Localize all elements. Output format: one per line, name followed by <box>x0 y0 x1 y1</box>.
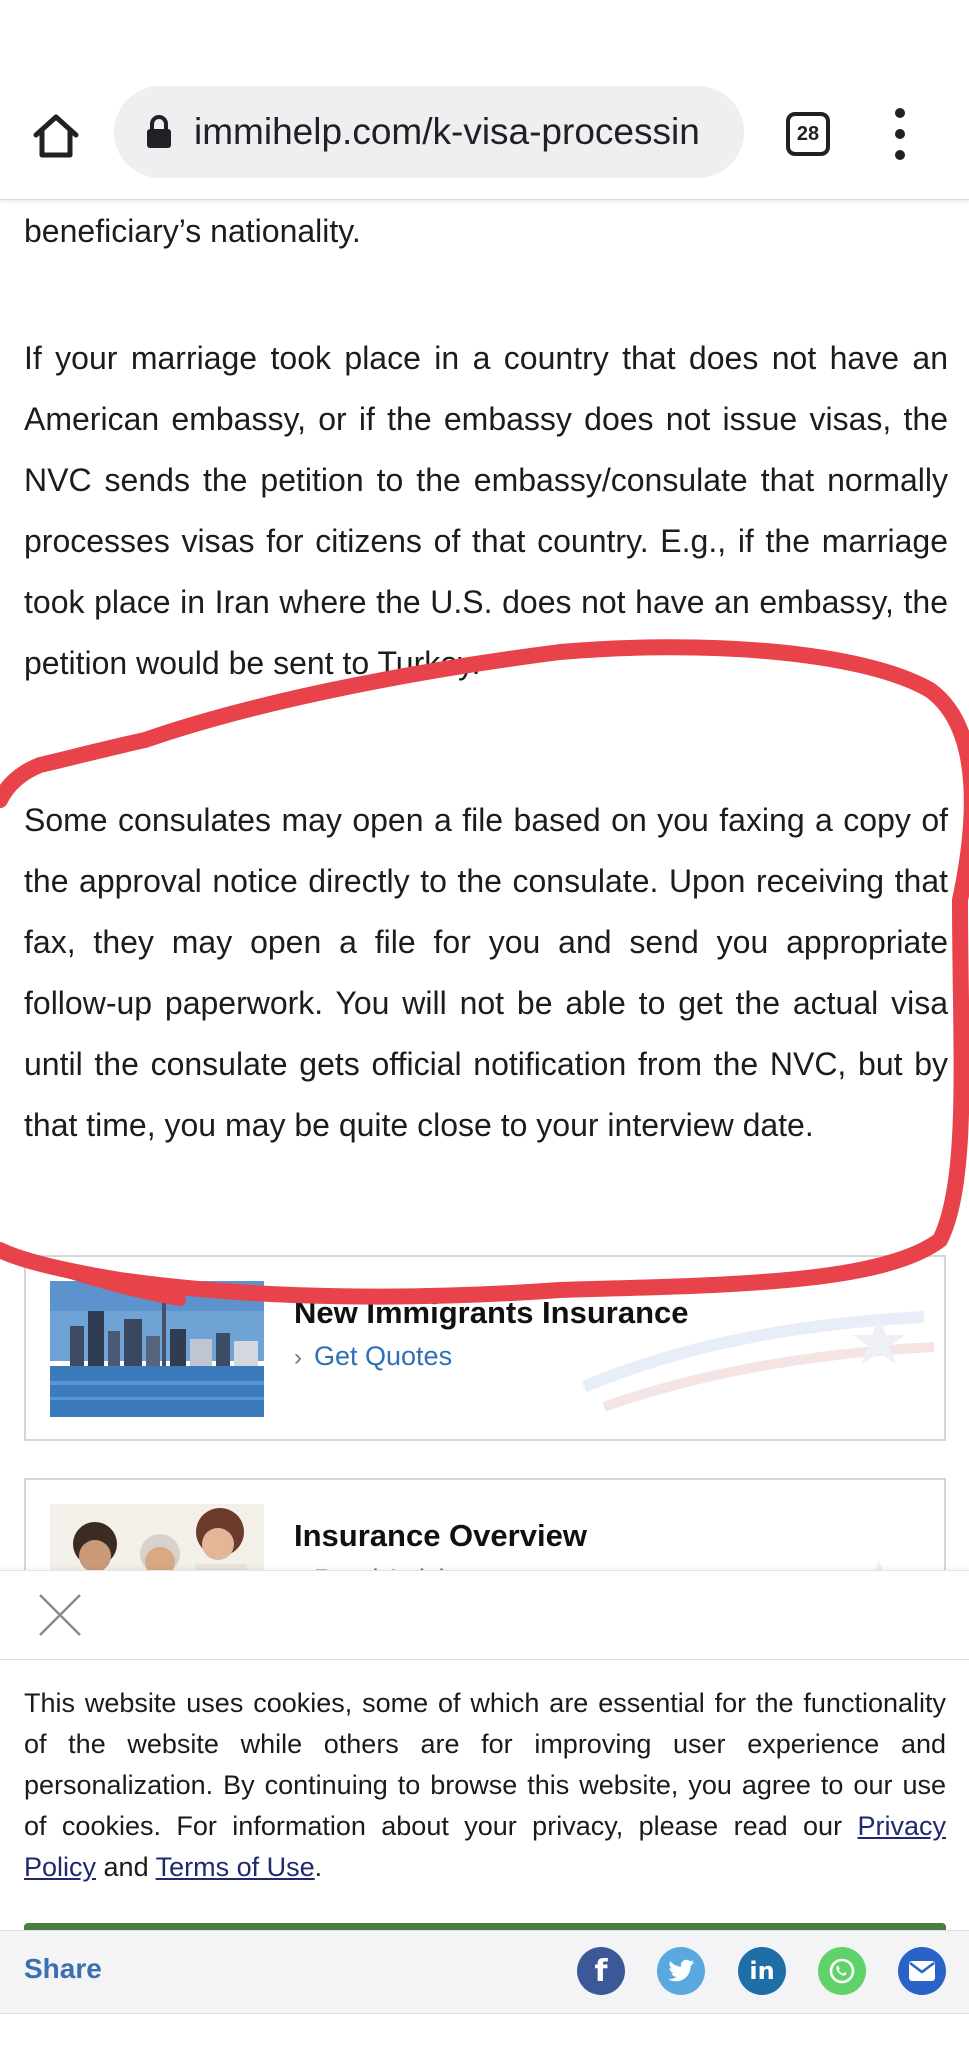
browser-toolbar <box>0 80 969 200</box>
lock-icon <box>144 114 174 150</box>
privacy-policy-link[interactable]: Privacy Policy <box>24 1811 946 1882</box>
whatsapp-icon[interactable] <box>818 1947 866 1995</box>
card-title[interactable]: Insurance Overview <box>294 1518 587 1553</box>
cookie-banner <box>0 1570 969 1930</box>
overflow-menu-icon[interactable] <box>880 108 920 160</box>
get-quotes-link[interactable] <box>294 1341 452 1372</box>
card-link-label: Get Quotes <box>314 1341 453 1371</box>
home-button[interactable] <box>28 108 84 164</box>
card-title[interactable]: New Immigrants Insurance <box>294 1295 689 1330</box>
address-bar[interactable] <box>114 86 744 178</box>
paragraph-2: If your marriage took place in a country that does not have an American embassy, or if the embassy does not issue visas, the NVC sends the petition to the embassy/consulate that normally processes visas for citizens of that country. E.g., if the marriage took place in Iran where the U.S. does not have an embassy, the petition would be sent to Turkey. <box>24 340 948 681</box>
linkedin-icon[interactable]: in <box>738 1947 786 1995</box>
status-bar <box>0 0 969 80</box>
close-icon[interactable] <box>36 1591 84 1639</box>
cookie-text-and: and <box>96 1852 156 1882</box>
facebook-icon[interactable]: f <box>577 1947 625 1995</box>
share-label: Share <box>24 1953 102 1984</box>
paragraph-3: Some consulates may open a file based on you faxing a copy of the approval notice directly to the consulate. Upon receiving that fax, they may open a file for you and send you appropriate follow-up paperwork. You will not be able to get the actual visa until the consulate gets official notification from the NVC, but by that time, you may be quite close to your interview date. <box>24 802 948 1143</box>
paragraph-1-end: beneficiary’s nationality. <box>24 213 361 249</box>
city-skyline-image <box>50 1281 264 1417</box>
insurance-card-new-immigrants[interactable] <box>24 1255 946 1441</box>
chevron-right-icon: › <box>294 1344 302 1371</box>
home-icon <box>32 113 80 159</box>
terms-of-use-link[interactable]: Terms of Use <box>155 1852 315 1882</box>
cookie-text-body: This website uses cookies, some of which are essential for the functionality of the website while others are for improving user experience and personalization. By continuing to browse this website, you agree to our use of cookies. For information about your privacy, please read our <box>24 1688 946 1841</box>
tab-switcher-button[interactable]: 28 <box>786 112 830 156</box>
divider <box>0 1659 969 1660</box>
bottom-spacer <box>0 2014 969 2048</box>
twitter-icon[interactable] <box>657 1947 705 1995</box>
email-icon[interactable] <box>898 1947 946 1995</box>
url-text: immihelp.com/k-visa-processin <box>194 111 700 152</box>
cookie-notice-text <box>24 1683 946 1888</box>
cookie-text-period: . <box>314 1852 323 1882</box>
share-bar <box>0 1930 969 2014</box>
stars-stripes-decoration <box>524 1257 944 1441</box>
